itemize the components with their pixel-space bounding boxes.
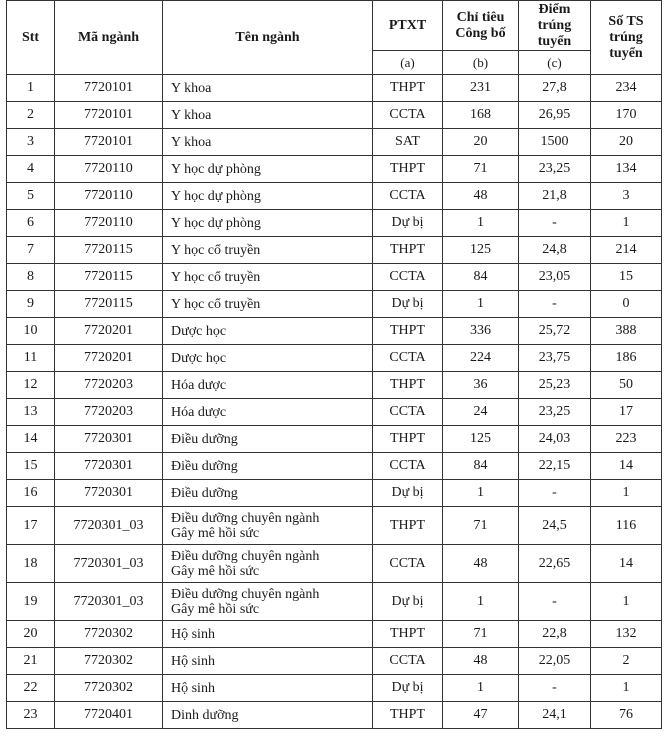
cell-ten-nganh <box>163 372 373 399</box>
cell-ten-nganh <box>163 129 373 156</box>
cell-ma-nganh: 7720115 <box>55 264 163 291</box>
header-chi-tieu <box>443 1 519 51</box>
cell-ptxt: CCTA <box>373 183 443 210</box>
cell-ptxt: THPT <box>373 702 443 729</box>
cell-so-ts: 76 <box>591 702 662 729</box>
cell-diem: 23,25 <box>519 399 591 426</box>
cell-so-ts: 1 <box>591 480 662 507</box>
cell-chi-tieu: 24 <box>443 399 519 426</box>
cell-ma-nganh: 7720301 <box>55 480 163 507</box>
cell-ptxt: CCTA <box>373 264 443 291</box>
cell-ma-nganh: 7720101 <box>55 75 163 102</box>
cell-ma-nganh: 7720110 <box>55 183 163 210</box>
cell-stt: 1 <box>7 75 55 102</box>
cell-chi-tieu: 125 <box>443 426 519 453</box>
header-ma-nganh: Mã ngành <box>55 1 163 75</box>
cell-diem: - <box>519 675 591 702</box>
cell-stt: 22 <box>7 675 55 702</box>
cell-chi-tieu: 20 <box>443 129 519 156</box>
cell-diem: 21,8 <box>519 183 591 210</box>
cell-ptxt: SAT <box>373 129 443 156</box>
cell-diem: 27,8 <box>519 75 591 102</box>
cell-so-ts: 116 <box>591 507 662 545</box>
cell-so-ts: 2 <box>591 648 662 675</box>
cell-chi-tieu: 1 <box>443 480 519 507</box>
cell-ma-nganh: 7720101 <box>55 102 163 129</box>
header-so-ts-line3: tuyển <box>609 45 643 61</box>
cell-chi-tieu: 84 <box>443 453 519 480</box>
cell-ma-nganh: 7720302 <box>55 621 163 648</box>
cell-ptxt: CCTA <box>373 453 443 480</box>
cell-stt: 8 <box>7 264 55 291</box>
cell-ptxt: THPT <box>373 507 443 545</box>
cell-diem: 22,15 <box>519 453 591 480</box>
table-row <box>7 372 662 399</box>
cell-ma-nganh: 7720301_03 <box>55 545 163 583</box>
cell-ten-nganh-line1: Điều dưỡng <box>171 485 238 501</box>
cell-chi-tieu: 36 <box>443 372 519 399</box>
cell-chi-tieu: 71 <box>443 507 519 545</box>
cell-ten-nganh <box>163 345 373 372</box>
cell-ptxt: CCTA <box>373 648 443 675</box>
cell-ten-nganh-line1: Y học cổ truyền <box>171 269 261 285</box>
cell-ten-nganh-line1: Y học dự phòng <box>171 215 261 231</box>
subheader-a: (a) <box>373 51 443 75</box>
cell-diem: 23,75 <box>519 345 591 372</box>
header-ten-nganh: Tên ngành <box>163 1 373 75</box>
cell-diem: 26,95 <box>519 102 591 129</box>
cell-ma-nganh: 7720401 <box>55 702 163 729</box>
cell-ten-nganh-line1: Điều dưỡng <box>171 458 238 474</box>
cell-stt: 23 <box>7 702 55 729</box>
cell-ten-nganh-line1: Điều dưỡng chuyên ngành <box>171 586 320 602</box>
cell-ptxt: CCTA <box>373 545 443 583</box>
table-row <box>7 621 662 648</box>
cell-ten-nganh <box>163 183 373 210</box>
header-ptxt: PTXT <box>373 1 443 51</box>
cell-ten-nganh-line2: Gây mê hồi sức <box>171 601 260 617</box>
cell-ma-nganh: 7720301_03 <box>55 507 163 545</box>
table-row <box>7 507 662 545</box>
cell-chi-tieu: 1 <box>443 210 519 237</box>
cell-so-ts: 14 <box>591 545 662 583</box>
table-row <box>7 237 662 264</box>
cell-ptxt: CCTA <box>373 102 443 129</box>
cell-chi-tieu: 84 <box>443 264 519 291</box>
table-row <box>7 545 662 583</box>
cell-diem: 24,8 <box>519 237 591 264</box>
cell-ptxt: CCTA <box>373 345 443 372</box>
cell-chi-tieu: 71 <box>443 621 519 648</box>
table-row <box>7 426 662 453</box>
cell-stt: 19 <box>7 583 55 621</box>
cell-ma-nganh: 7720110 <box>55 210 163 237</box>
cell-ma-nganh: 7720110 <box>55 156 163 183</box>
cell-ten-nganh-line1: Y học dự phòng <box>171 188 261 204</box>
cell-ten-nganh <box>163 291 373 318</box>
cell-stt: 20 <box>7 621 55 648</box>
header-chi-tieu-line2: Công bố <box>455 25 506 41</box>
cell-chi-tieu: 1 <box>443 291 519 318</box>
header-diem-line2: trúng <box>537 17 572 33</box>
header-so-ts <box>591 1 662 75</box>
header-diem-line3: tuyển <box>537 33 572 49</box>
cell-ma-nganh: 7720302 <box>55 648 163 675</box>
cell-ten-nganh-line1: Y khoa <box>171 107 212 123</box>
cell-stt: 7 <box>7 237 55 264</box>
cell-ten-nganh <box>163 237 373 264</box>
cell-diem: 22,8 <box>519 621 591 648</box>
cell-ten-nganh <box>163 507 373 545</box>
cell-ten-nganh <box>163 426 373 453</box>
cell-ten-nganh-line1: Y học cổ truyền <box>171 242 261 258</box>
cell-diem: - <box>519 480 591 507</box>
cell-ptxt: Dự bị <box>373 210 443 237</box>
cell-chi-tieu: 48 <box>443 545 519 583</box>
cell-ten-nganh-line1: Điều dưỡng chuyên ngành <box>171 548 320 564</box>
cell-stt: 11 <box>7 345 55 372</box>
table-row <box>7 291 662 318</box>
subheader-b: (b) <box>443 51 519 75</box>
cell-ten-nganh-line1: Y học cổ truyền <box>171 296 261 312</box>
cell-diem: 23,05 <box>519 264 591 291</box>
cell-ten-nganh-line1: Hóa dược <box>171 377 227 393</box>
table-body <box>7 75 662 729</box>
cell-ma-nganh: 7720201 <box>55 318 163 345</box>
cell-ma-nganh: 7720201 <box>55 345 163 372</box>
cell-ptxt: THPT <box>373 372 443 399</box>
cell-ten-nganh <box>163 318 373 345</box>
table-row <box>7 648 662 675</box>
cell-ma-nganh: 7720301 <box>55 453 163 480</box>
cell-ma-nganh: 7720101 <box>55 129 163 156</box>
cell-ten-nganh-line1: Dược học <box>171 350 227 366</box>
cell-ten-nganh-line1: Hộ sinh <box>171 653 215 669</box>
cell-diem: 24,1 <box>519 702 591 729</box>
cell-ptxt: CCTA <box>373 399 443 426</box>
cell-ten-nganh-line2: Gây mê hồi sức <box>171 525 260 541</box>
cell-chi-tieu: 1 <box>443 583 519 621</box>
cell-diem: 1500 <box>519 129 591 156</box>
cell-so-ts: 132 <box>591 621 662 648</box>
cell-diem: - <box>519 291 591 318</box>
cell-diem: 25,72 <box>519 318 591 345</box>
cell-ten-nganh-line1: Y học dự phòng <box>171 161 261 177</box>
cell-chi-tieu: 48 <box>443 183 519 210</box>
table-row <box>7 318 662 345</box>
cell-so-ts: 3 <box>591 183 662 210</box>
table-row <box>7 583 662 621</box>
table-row <box>7 75 662 102</box>
cell-stt: 4 <box>7 156 55 183</box>
cell-ten-nganh-line1: Dinh dưỡng <box>171 707 239 723</box>
table-row <box>7 480 662 507</box>
cell-stt: 18 <box>7 545 55 583</box>
cell-ten-nganh-line1: Điều dưỡng chuyên ngành <box>171 510 320 526</box>
header-so-ts-line1: Số TS <box>608 13 644 29</box>
cell-ten-nganh <box>163 264 373 291</box>
cell-ten-nganh <box>163 621 373 648</box>
cell-ptxt: THPT <box>373 156 443 183</box>
table-row <box>7 156 662 183</box>
cell-ma-nganh: 7720115 <box>55 237 163 264</box>
cell-diem: 22,65 <box>519 545 591 583</box>
cell-so-ts: 0 <box>591 291 662 318</box>
cell-chi-tieu: 71 <box>443 156 519 183</box>
cell-chi-tieu: 1 <box>443 675 519 702</box>
table-row <box>7 453 662 480</box>
cell-ptxt: Dự bị <box>373 675 443 702</box>
cell-diem: 24,03 <box>519 426 591 453</box>
cell-stt: 3 <box>7 129 55 156</box>
header-diem-line1: Điểm <box>538 1 571 17</box>
table-row <box>7 102 662 129</box>
cell-so-ts: 223 <box>591 426 662 453</box>
cell-ten-nganh-line1: Y khoa <box>171 134 212 150</box>
cell-chi-tieu: 125 <box>443 237 519 264</box>
cell-ptxt: THPT <box>373 621 443 648</box>
cell-ten-nganh-line1: Hộ sinh <box>171 626 215 642</box>
cell-ten-nganh <box>163 545 373 583</box>
table-row <box>7 702 662 729</box>
cell-so-ts: 214 <box>591 237 662 264</box>
cell-ten-nganh-line1: Hộ sinh <box>171 680 215 696</box>
cell-so-ts: 234 <box>591 75 662 102</box>
cell-so-ts: 50 <box>591 372 662 399</box>
cell-so-ts: 17 <box>591 399 662 426</box>
cell-ptxt: Dự bị <box>373 583 443 621</box>
cell-stt: 6 <box>7 210 55 237</box>
cell-ten-nganh-line1: Y khoa <box>171 80 212 96</box>
cell-ptxt: THPT <box>373 237 443 264</box>
cell-so-ts: 170 <box>591 102 662 129</box>
cell-ma-nganh: 7720115 <box>55 291 163 318</box>
cell-stt: 16 <box>7 480 55 507</box>
cell-diem: 23,25 <box>519 156 591 183</box>
cell-chi-tieu: 224 <box>443 345 519 372</box>
cell-so-ts: 1 <box>591 583 662 621</box>
cell-chi-tieu: 48 <box>443 648 519 675</box>
cell-ma-nganh: 7720203 <box>55 372 163 399</box>
cell-so-ts: 186 <box>591 345 662 372</box>
table-row <box>7 210 662 237</box>
table-header <box>7 1 662 75</box>
table-row <box>7 183 662 210</box>
table-row <box>7 129 662 156</box>
cell-so-ts: 15 <box>591 264 662 291</box>
cell-chi-tieu: 168 <box>443 102 519 129</box>
cell-ten-nganh <box>163 453 373 480</box>
cell-diem: 22,05 <box>519 648 591 675</box>
cell-stt: 17 <box>7 507 55 545</box>
table-row <box>7 675 662 702</box>
cell-stt: 9 <box>7 291 55 318</box>
table-row <box>7 345 662 372</box>
cell-ten-nganh <box>163 399 373 426</box>
cell-ten-nganh <box>163 648 373 675</box>
cell-ten-nganh-line2: Gây mê hồi sức <box>171 563 260 579</box>
cell-diem: 24,5 <box>519 507 591 545</box>
cell-chi-tieu: 336 <box>443 318 519 345</box>
cell-stt: 13 <box>7 399 55 426</box>
cell-stt: 14 <box>7 426 55 453</box>
cell-chi-tieu: 47 <box>443 702 519 729</box>
cell-ptxt: Dự bị <box>373 480 443 507</box>
header-diem <box>519 1 591 51</box>
cell-ten-nganh-line1: Điều dưỡng <box>171 431 238 447</box>
header-stt: Stt <box>7 1 55 75</box>
cell-so-ts: 1 <box>591 210 662 237</box>
table-row <box>7 264 662 291</box>
cell-stt: 2 <box>7 102 55 129</box>
cell-ma-nganh: 7720301_03 <box>55 583 163 621</box>
table-row <box>7 399 662 426</box>
cell-so-ts: 388 <box>591 318 662 345</box>
subheader-c: (c) <box>519 51 591 75</box>
cell-ptxt: THPT <box>373 75 443 102</box>
cell-ten-nganh <box>163 675 373 702</box>
cell-ten-nganh <box>163 156 373 183</box>
cell-so-ts: 1 <box>591 675 662 702</box>
header-chi-tieu-line1: Chỉ tiêu <box>456 9 505 25</box>
cell-diem: - <box>519 210 591 237</box>
cell-ptxt: THPT <box>373 318 443 345</box>
cell-stt: 21 <box>7 648 55 675</box>
cell-ma-nganh: 7720302 <box>55 675 163 702</box>
cell-ten-nganh-line1: Dược học <box>171 323 227 339</box>
cell-ten-nganh-line1: Hóa dược <box>171 404 227 420</box>
cell-ten-nganh <box>163 210 373 237</box>
cell-stt: 12 <box>7 372 55 399</box>
cell-ptxt: THPT <box>373 426 443 453</box>
cell-ten-nganh <box>163 480 373 507</box>
admission-table <box>6 0 662 729</box>
header-so-ts-line2: trúng <box>609 29 643 45</box>
cell-ten-nganh <box>163 583 373 621</box>
cell-stt: 5 <box>7 183 55 210</box>
cell-so-ts: 134 <box>591 156 662 183</box>
cell-diem: - <box>519 583 591 621</box>
cell-ma-nganh: 7720301 <box>55 426 163 453</box>
cell-ma-nganh: 7720203 <box>55 399 163 426</box>
cell-so-ts: 20 <box>591 129 662 156</box>
cell-ten-nganh <box>163 75 373 102</box>
cell-diem: 25,23 <box>519 372 591 399</box>
cell-ten-nganh <box>163 102 373 129</box>
cell-stt: 10 <box>7 318 55 345</box>
cell-ptxt: Dự bị <box>373 291 443 318</box>
cell-ten-nganh <box>163 702 373 729</box>
cell-so-ts: 14 <box>591 453 662 480</box>
cell-stt: 15 <box>7 453 55 480</box>
cell-chi-tieu: 231 <box>443 75 519 102</box>
